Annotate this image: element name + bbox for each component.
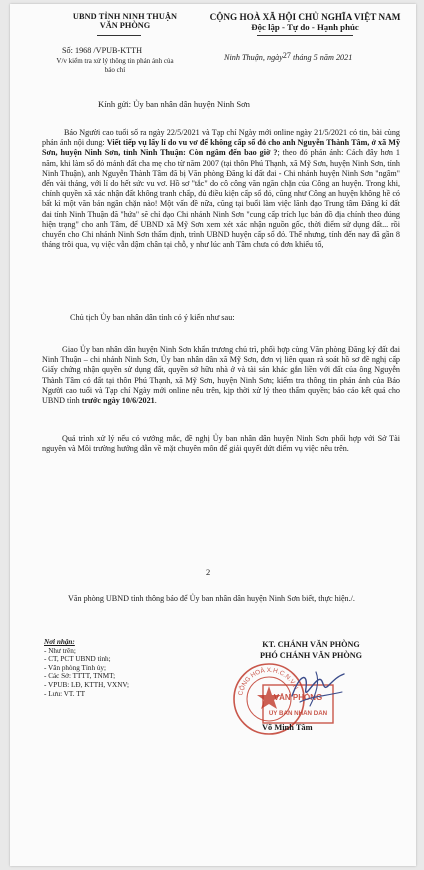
seal-text: CỘNG HOÀ X.H.C.N.V.N [237,666,300,697]
paragraph-2: Chủ tịch Ủy ban nhân dân tỉnh có ý kiến như sau: [70,313,235,322]
recipient-item: - CT, PCT UBND tỉnh; [44,655,111,664]
document-page [10,4,416,866]
recipients-list [44,638,129,698]
org-line1: UBND TỈNH NINH THUẬN [72,12,178,21]
org-line2: VĂN PHÒNG [99,21,151,30]
document-date [224,53,352,62]
paragraph-4: Quá trình xử lý nếu có vướng mắc, đề nghị Ủy ban nhân dân huyện Ninh Sơn phối hợp với Sở Tài nguyên và Môi trường hướng dẫn về mặt chuyên môn để giải quyết dứt điểm vụ việc nêu trên. [42,434,400,454]
national-motto [200,12,410,32]
nation-line2: Độc lập - Tự do - Hạnh phúc [251,22,359,32]
stamp-line1: VĂN PHÒNG [273,693,323,702]
recipient-item: - Lưu: VT. TT [44,689,86,698]
p3-deadline: trước ngày 10/6/2021 [81,396,155,406]
org-underline [97,35,141,36]
signature-title [226,639,396,661]
handwritten-signature [286,666,348,714]
paragraph-1 [42,128,400,250]
document-subject: V/v kiểm tra xử lý thông tin phản ánh của báo chí [56,57,174,74]
recipient-item: - Văn phòng Tỉnh ủy; [44,663,107,672]
stamp-line2: ỦY BAN NHÂN DÂN [268,710,328,717]
signer-name: Võ Minh Tâm [262,723,313,732]
signature-title-line2: PHÓ CHÁNH VĂN PHÒNG [260,651,362,660]
date-suffix: tháng 5 năm 2021 [292,53,353,62]
page-number: 2 [206,567,211,577]
p1-text-a: Báo Người cao tuổi số ra ngày 22/5/2021 và Tạp chí Ngày mới online ngày 21/5/2021 có tin, bài cùng phản ánh nội dung: [42,128,400,148]
recipient-item: - Như trên; [44,646,76,655]
date-prefix: Ninh Thuận, ngày [224,53,283,62]
p3-text-a: Giao Ủy ban nhân dân huyện Ninh Sơn khẩn trương chủ trì, phối hợp cùng Văn phòng Đăng ký đất đai Ninh Thuận – chi nhánh Ninh Sơn, Ủy ban nhân dân xã Mỹ Sơn, đơn vị liên quan rà soát hồ sơ đề nghị cấp Giấy chứng nhận quyền sử dụng đất, quyền sở hữu nhà ở và tài sản khác gắn liền với đất của ông Nguyễn Thành Tâm có đất tại thôn Phú Thạnh, xã Mỹ Sơn, huyện Ninh Sơn; kiểm tra thông tin phản ánh của Báo Người cao tuổi và Tạp chí Ngày mới online nêu trên, kịp thời xử lý theo thẩm quyền; báo cáo kết quả cho UBND tỉnh [42,345,400,406]
date-day: 27 [282,51,291,60]
signature-title-line1: KT. CHÁNH VĂN PHÒNG [262,640,360,649]
nation-line1: CỘNG HOÀ XÃ HỘI CHỦ NGHĨA VIỆT NAM [209,12,401,22]
recipient-item: - Các Sở: TTTT, TNMT; [44,672,116,681]
p1-headline: Viết tiếp vụ lấy lí do vu vơ để không cấp sổ đỏ cho anh Nguyễn Thành Tâm, ở xã Mỹ Sơn, huyện Ninh Sơn, tỉnh Ninh Thuận: Còn ngâm đến bao giờ ? [42,138,401,158]
issuing-org [50,12,200,30]
paragraph-5: Văn phòng UBND tỉnh thông báo để Ủy ban nhân dân huyện Ninh Sơn biết, thực hiện./. [68,594,355,603]
recipient-item: - VPUB: LĐ, KTTH, VXNV; [44,680,130,689]
p3-text-b: . [154,396,157,406]
p1-text-b: ; theo đó phản ánh: Cách đây hơn 1 năm, khi làm sổ đỏ mảnh đất cha mẹ cho từ năm 2007 (tại thôn Phú Thạnh, xã Mỹ Sơn, huyện Ninh Sơn, tỉnh Ninh Thuận), anh Nguyễn Thành Tâm đã bị Văn phòng Đăng kí đất đai - Chi nhánh huyện Ninh Sơn "ngâm" đến vài tháng, với lí do hết sức vu vơ. Hồ sơ "tắc" do cô công văn ngăn chặn của Công an huyện. Trong khi, chính quyền xã xác nhận đất không tranh chấp, đủ điều kiện cấp sổ đỏ, cũng như Công an huyện không hề có bất kì một văn bản ngăn chặn nào! Một vấn đề nữa, cũng tại buổi làm việc lãnh đạo Trung tâm Đăng kí đất đai tỉnh Ninh Thuận đã "hứa" sẽ chỉ đạo Chi nhánh Ninh Sơn "cung cấp trích lục bản đồ địa chính theo đúng hiện trạng" cho anh Tâm, để UBND xã Mỹ Sơn xem xét xác nhận nguồn gốc, thời điểm sử dụng đất... rồi chuyển cho Chi nhánh Ninh Sơn thẩm định, trình UBND huyện cấp sổ đỏ. Thế nhưng, tính đến nay đã gần 8 tháng trôi qua, vụ việc vẫn dậm chân tại chỗ, y như lúc anh Tâm chưa có đơn khiếu tố, [42,148,400,250]
recipient-line: Kính gửi: Ủy ban nhân dân huyện Ninh Sơn [98,99,250,109]
document-number: Số: 1968 /VPUB-KTTH [62,46,143,55]
motto-underline [257,35,353,36]
recipients-title: Nơi nhận: [44,638,75,646]
paragraph-3 [42,345,400,406]
